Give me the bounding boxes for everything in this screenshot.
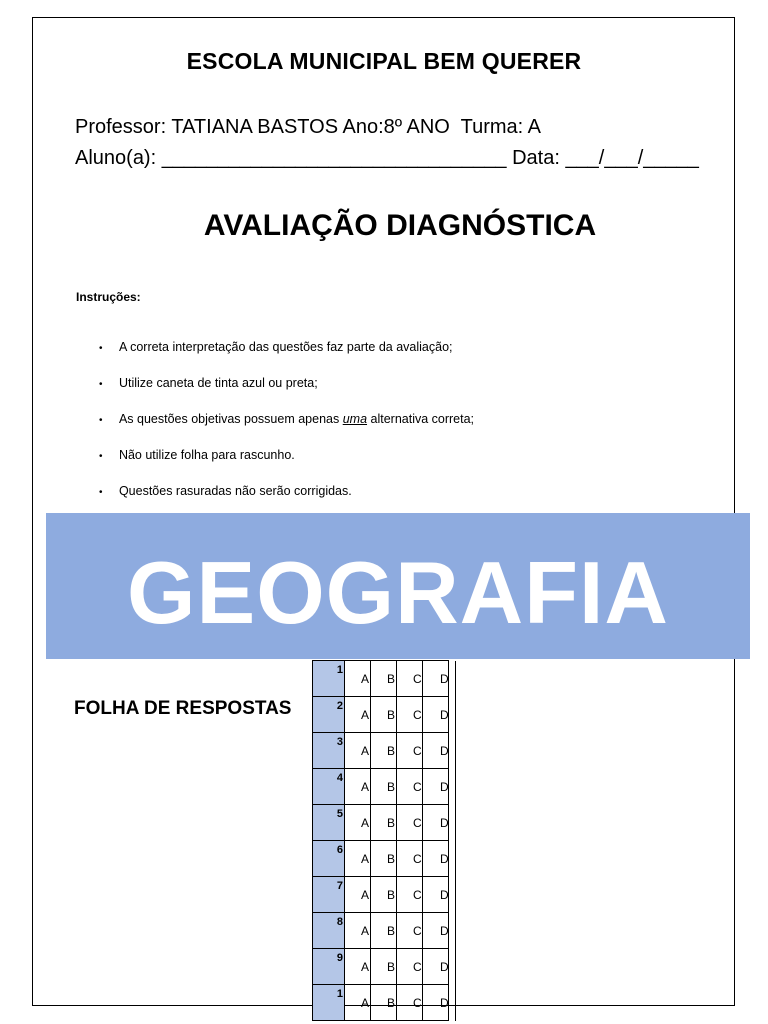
answer-option-cell[interactable] [397,733,423,769]
answer-option-label: A [361,996,370,1010]
answer-option-cell[interactable] [397,697,423,733]
answer-option-cell[interactable] [345,877,371,913]
answer-option-label: D [440,924,449,938]
answer-option-label: B [387,744,396,758]
instruction-text: Não utilize folha para rascunho. [118,448,295,462]
answer-option-label: C [413,996,422,1010]
answer-option-cell[interactable] [423,733,449,769]
instruction-text: Utilize caneta de tinta azul ou preta; [118,376,318,390]
question-number-cell [313,733,345,769]
answer-row [313,769,456,805]
answer-option-cell[interactable] [371,697,397,733]
table-spacer [449,661,456,697]
question-number-cell [313,841,345,877]
question-number-cell [313,949,345,985]
answer-option-cell[interactable] [397,661,423,697]
bullet-icon: • [98,415,103,426]
answer-sheet-table [312,660,456,1021]
subject-banner [46,513,750,659]
answer-option-label: D [440,960,449,974]
answer-option-cell[interactable] [345,769,371,805]
answer-option-label: C [413,888,422,902]
subject-title: GEOGRAFIA [127,543,669,642]
instruction-text-end: alternativa correta; [367,412,475,426]
answer-option-label: B [387,924,396,938]
answer-option-cell[interactable] [345,697,371,733]
answer-option-label: B [387,708,396,722]
answer-option-label: C [413,852,422,866]
answer-option-label: B [387,888,396,902]
answer-option-cell[interactable] [423,985,449,1021]
answer-option-label: D [440,744,449,758]
answer-option-cell[interactable] [345,841,371,877]
question-number-cell [313,913,345,949]
answer-option-label: D [440,888,449,902]
question-number: 4 [336,772,343,784]
question-number: 5 [336,808,343,820]
answer-option-label: A [361,744,370,758]
answer-option-cell[interactable] [371,949,397,985]
instruction-item [92,434,295,462]
answer-option-label: B [387,780,396,794]
instruction-text: As questões objetivas possuem apenas [118,412,343,426]
question-number: 7 [336,880,343,892]
answer-option-label: A [361,816,370,830]
instruction-item [92,398,474,426]
answer-row [313,877,456,913]
answer-option-cell[interactable] [397,985,423,1021]
answer-option-cell[interactable] [345,985,371,1021]
answer-option-label: C [413,780,422,794]
instruction-item [92,362,318,390]
bullet-icon: • [98,379,103,390]
question-number: 3 [336,736,343,748]
question-number-cell [313,769,345,805]
answer-option-label: D [440,672,449,686]
answer-option-label: D [440,852,449,866]
table-spacer [449,733,456,769]
answer-option-label: C [413,708,422,722]
table-spacer [449,841,456,877]
answer-option-label: C [413,816,422,830]
answer-option-label: B [387,672,396,686]
answer-option-cell[interactable] [397,877,423,913]
answer-option-label: D [440,996,449,1010]
answer-option-cell[interactable] [397,949,423,985]
answer-option-cell[interactable] [345,661,371,697]
table-spacer [449,949,456,985]
question-number: 1 [336,664,343,676]
instruction-item [92,470,352,498]
table-spacer [449,697,456,733]
answer-option-label: B [387,960,396,974]
answer-option-cell[interactable] [345,805,371,841]
answer-option-cell[interactable] [371,733,397,769]
answer-sheet-heading: FOLHA DE RESPOSTAS [74,698,292,719]
answer-option-label: A [361,924,370,938]
answer-option-label: D [440,708,449,722]
answer-option-cell[interactable] [423,841,449,877]
bullet-icon: • [98,451,103,462]
answer-row [313,841,456,877]
answer-option-cell[interactable] [345,913,371,949]
answer-option-label: B [387,852,396,866]
answer-option-cell[interactable] [397,841,423,877]
answer-option-label: A [361,708,370,722]
answer-option-label: C [413,924,422,938]
answer-option-label: B [387,996,396,1010]
answer-option-cell[interactable] [423,697,449,733]
answer-option-label: C [413,960,422,974]
answer-option-cell[interactable] [371,913,397,949]
answer-option-label: A [361,852,370,866]
answer-option-label: C [413,672,422,686]
answer-option-cell[interactable] [371,877,397,913]
question-number: 9 [336,952,343,964]
instruction-text: Questões rasuradas não serão corrigidas. [118,484,352,498]
answer-option-label: A [361,960,370,974]
table-spacer [449,985,456,1021]
answer-option-cell[interactable] [423,661,449,697]
table-spacer [449,913,456,949]
bullet-icon: • [98,343,103,354]
question-number-cell [313,985,345,1021]
answer-row [313,661,456,697]
question-number: 1 [336,988,343,1000]
answer-option-cell[interactable] [397,913,423,949]
answer-option-cell[interactable] [371,841,397,877]
professor-line: Professor: TATIANA BASTOS Ano:8º ANO Turma: A [75,116,542,138]
answer-option-cell[interactable] [371,661,397,697]
instruction-emphasis: uma [342,412,368,426]
question-number: 6 [336,844,343,856]
student-line: Aluno(a): _______________________________ Data: ___/___/_____ [75,147,699,169]
answer-row [313,985,456,1021]
question-number-cell [313,805,345,841]
answer-row [313,913,456,949]
answer-option-cell[interactable] [423,769,449,805]
instructions-heading: Instruções: [76,290,141,304]
answer-option-label: A [361,888,370,902]
answer-option-cell[interactable] [371,985,397,1021]
answer-option-label: D [440,816,449,830]
table-spacer [449,877,456,913]
answer-option-cell[interactable] [371,805,397,841]
answer-option-cell[interactable] [423,805,449,841]
table-spacer [449,769,456,805]
page-title: AVALIAÇÃO DIAGNÓSTICA [203,209,597,242]
answer-option-label: B [387,816,396,830]
answer-option-cell[interactable] [371,769,397,805]
instruction-item [92,326,453,354]
question-number: 2 [336,700,343,712]
answer-row [313,697,456,733]
school-name: ESCOLA MUNICIPAL BEM QUERER [186,48,582,74]
question-number-cell [313,877,345,913]
answer-option-label: C [413,744,422,758]
answer-option-cell[interactable] [423,949,449,985]
instruction-text: A correta interpretação das questões faz parte da avaliação; [118,340,453,354]
answer-option-cell[interactable] [345,949,371,985]
answer-row [313,805,456,841]
answer-option-label: A [361,780,370,794]
answer-option-cell[interactable] [345,733,371,769]
bullet-icon: • [98,487,103,498]
question-number: 8 [336,916,343,928]
answer-option-label: A [361,672,370,686]
answer-option-label: D [440,780,449,794]
answer-option-cell[interactable] [397,769,423,805]
answer-option-cell[interactable] [397,805,423,841]
answer-row [313,949,456,985]
question-number-cell [313,697,345,733]
answer-option-cell[interactable] [423,913,449,949]
answer-row [313,733,456,769]
question-number-cell [313,661,345,697]
answer-option-cell[interactable] [423,877,449,913]
table-spacer [449,805,456,841]
